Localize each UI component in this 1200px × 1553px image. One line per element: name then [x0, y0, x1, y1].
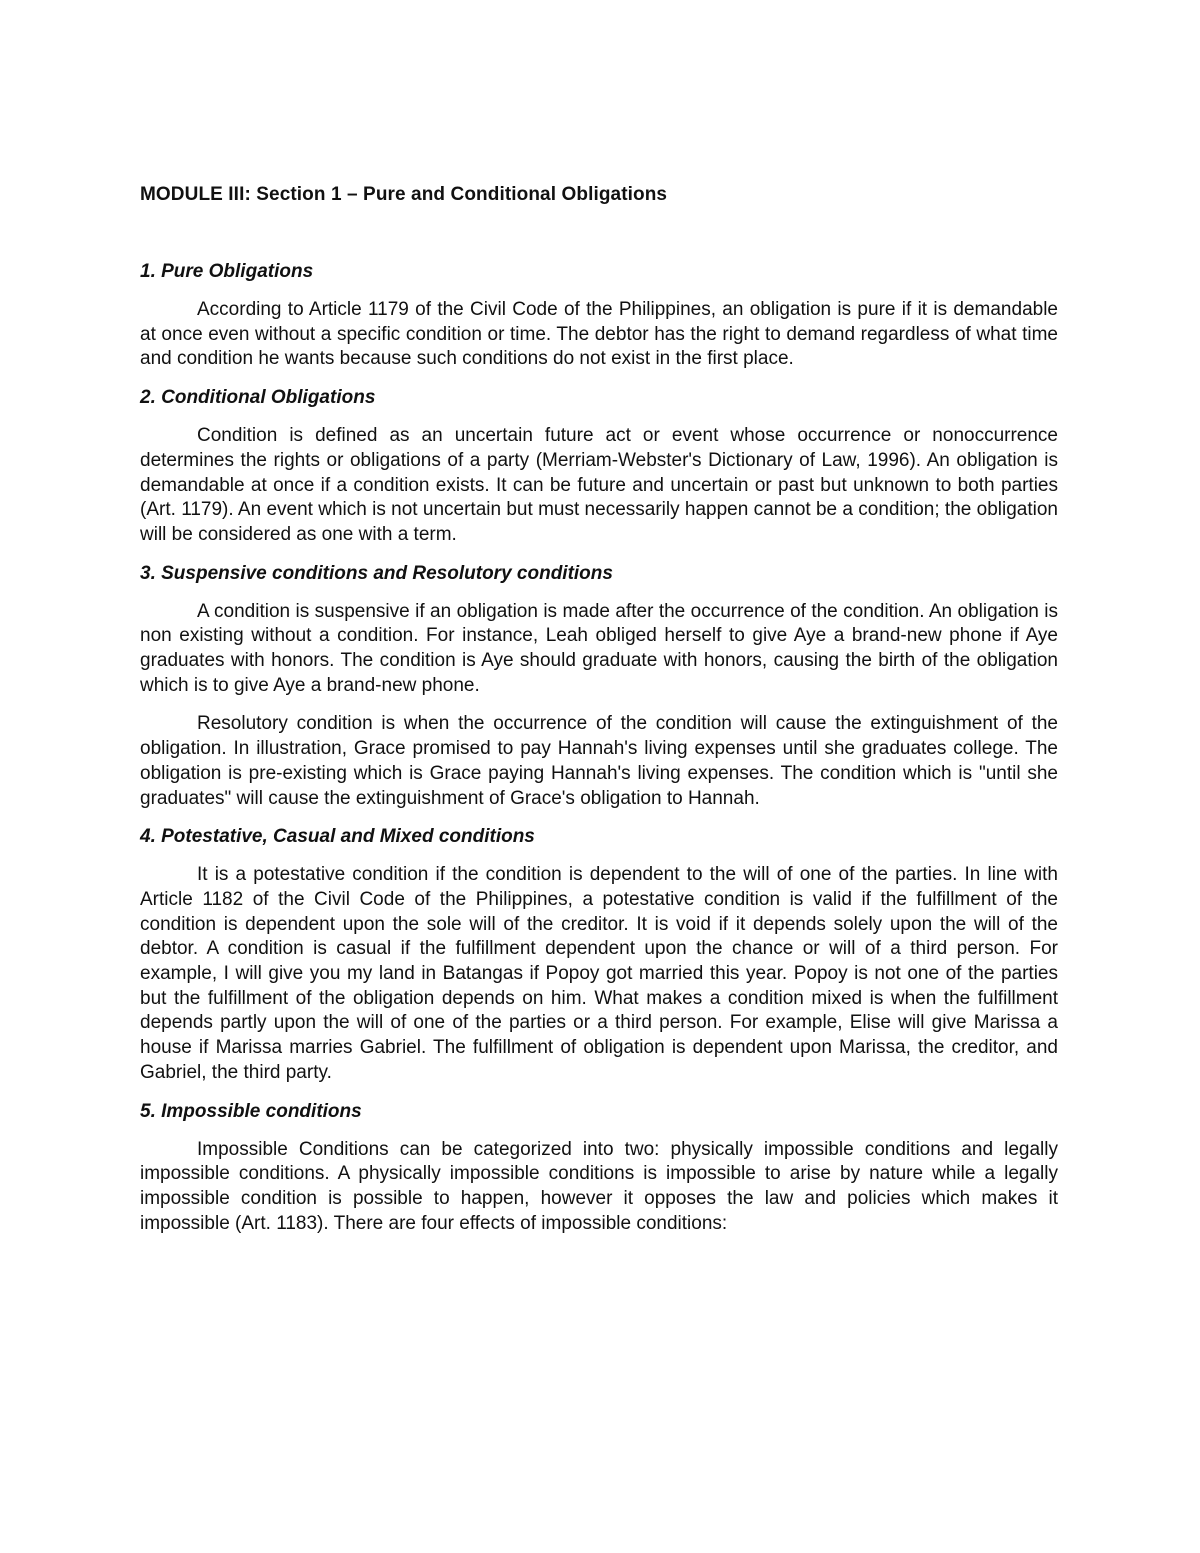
section-heading: 3. Suspensive conditions and Resolutory conditions: [140, 562, 613, 584]
section-pure-obligations: [140, 260, 1058, 372]
paragraph: Resolutory condition is when the occurrence of the condition will cause the extinguishment of the obligation. In illustration, Grace promised to pay Hannah's living expenses until she graduates college. The obligation is pre-existing which is Grace paying Hannah's living expenses. The condition which is "until she graduates" will cause the extinguishment of Grace's obligation to Hannah.: [140, 713, 1058, 809]
paragraph: Condition is defined as an uncertain future act or event whose occurrence or nonoccurrence determines the rights or obligations of a party (Merriam-Webster's Dictionary of Law, 1996). An obligation is demandable at once if a condition exists. It can be future and uncertain or past but unknown to both parties (Art. 1179). An event which is not uncertain but must necessarily happen cannot be a condition; the obligation will be considered as one with a term.: [140, 425, 1058, 545]
section-heading: 2. Conditional Obligations: [140, 387, 376, 409]
section-heading: 4. Potestative, Casual and Mixed conditions: [140, 826, 535, 848]
section-impossible-conditions: [140, 1100, 1058, 1237]
section-heading: 1. Pure Obligations: [140, 261, 314, 282]
paragraph: Impossible Conditions can be categorized into two: physically impossible conditions and legally impossible conditions. A physically impossible conditions is impossible to arise by nature while a legally impossible condition is possible to happen, however it opposes the law and policies which makes it impossible (Art. 1183). There are four effects of impossible conditions:: [140, 1138, 1058, 1234]
paragraph: A condition is suspensive if an obligation is made after the occurrence of the condition. An obligation is non existing without a condition. For instance, Leah obliged herself to give Aye a brand-new phone if Aye graduates with honors. The condition is Aye should graduate with honors, causing the birth of the obligation which is to give Aye a brand-new phone.: [140, 600, 1058, 696]
document-page: [140, 182, 1058, 1250]
paragraph: According to Article 1179 of the Civil Code of the Philippines, an obligation is pure if it is demandable at once even without a specific condition or time. The debtor has the right to demand regardless of what time and condition he wants because such conditions do not exist in the first place.: [140, 299, 1058, 370]
section-suspensive-resolutory: [140, 562, 1058, 812]
section-potestative-casual-mixed: [140, 825, 1058, 1085]
document-title: MODULE III: Section 1 – Pure and Conditional Obligations: [140, 184, 668, 205]
section-conditional-obligations: [140, 386, 1058, 548]
section-heading: 5. Impossible conditions: [140, 1100, 362, 1122]
paragraph: It is a potestative condition if the condition is dependent to the will of one of the parties. In line with Article 1182 of the Civil Code of the Philippines, a potestative condition is valid if the fulfillment of the condition is dependent upon the sole will of the creditor. It is void if it depends solely upon the will of the debtor. A condition is casual if the fulfillment dependent upon the chance or will of a third person. For example, I will give you my land in Batangas if Popoy got married this year. Popoy is not one of the parties but the fulfillment of the obligation depends on him. What makes a condition mixed is when the fulfillment depends partly upon the will of one of the parties or a third person. For example, Elise will give Marissa a house if Marissa marries Gabriel. The fulfillment of obligation is dependent upon Marissa, the creditor, and Gabriel, the third party.: [140, 864, 1058, 1083]
title-spacer: [140, 208, 1058, 260]
